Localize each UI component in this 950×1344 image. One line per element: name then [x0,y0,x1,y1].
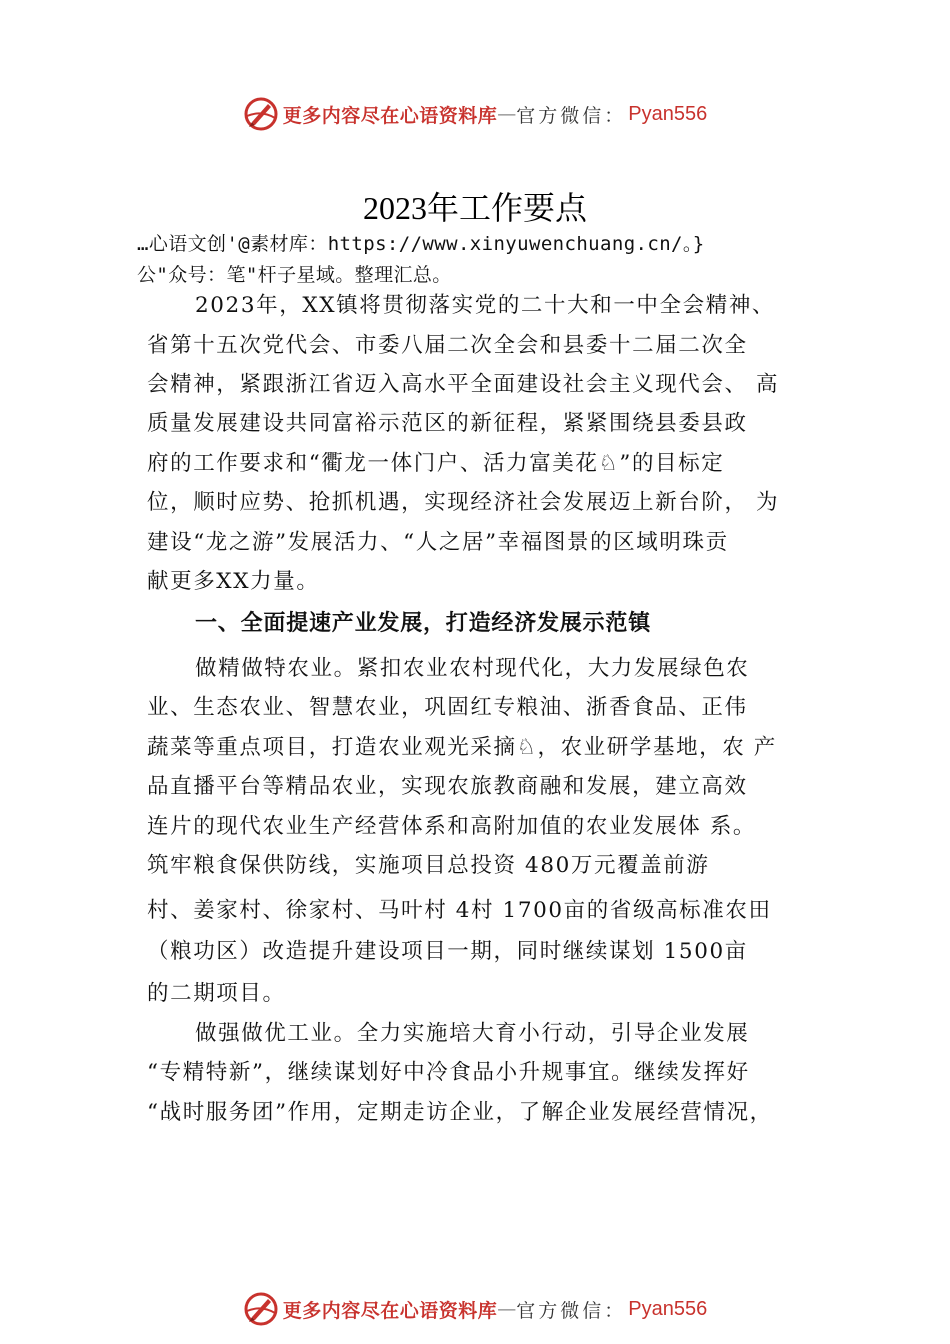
source-note-line: …心语文创'@素材库：https://www.xinyuwenchuang.cn/。} [137,233,705,255]
paragraph-line: 会精神，紧跟浙江省迈入高水平全面建设社会主义现代会、 高 [147,372,780,397]
paragraph-line: 做强做优工业。全力实施培大育小行动，引导企业发展 [195,1021,750,1046]
paragraph-line: “战时服务团”作用，定期走访企业，了解企业发展经营情况， [147,1100,773,1125]
source-note-line: 公"众号：笔"杆子星域。整理汇总。 [137,264,452,286]
paragraph-line: 质量发展建设共同富裕示范区的新征程，紧紧围绕县委县政 [147,411,748,436]
paragraph-line: 品直播平台等精品农业，实现农旅教商融和发展，建立高效 [147,774,748,799]
banner-dash: — [497,103,517,125]
paragraph-line: 蔬菜等重点项目，打造农业观光采摘♘，农业研学基地，农 产 [147,735,777,760]
footer-watermark-banner [0,1289,950,1329]
paragraph-line: “专精特新”，继续谋划好中冷食品小升规事宜。继续发挥好 [147,1060,750,1085]
banner-official: 官方微信： [516,104,627,127]
quill-logo-icon [243,1291,279,1327]
paragraph-line: 2023年，XX镇将贯彻落实党的二十大和一中全会精神、 [195,293,776,318]
document-title: 2023年工作要点 [362,190,587,226]
paragraph-line: 业、生态农业、智慧农业，巩固红专粮油、浙香食品、正伟 [147,695,748,720]
paragraph-line: 位，顺时应势、抢抓机遇，实现经济社会发展迈上新台阶， 为 [147,490,780,515]
paragraph-line: 的二期项目。 [147,981,286,1006]
banner-text: 更多内容尽在心语资料库 [282,1299,498,1322]
banner-text: 更多内容尽在心语资料库 [282,104,498,127]
banner-dash: — [497,1298,517,1320]
quill-logo-icon [243,96,279,132]
banner-wechat-id: Pyan556 [628,1297,708,1320]
section-heading: 一、全面提速产业发展，打造经济发展示范镇 [195,611,652,636]
paragraph-line: 省第十五次党代会、市委八届二次全会和县委十二届二次全 [147,333,748,358]
paragraph-line: 村、姜家村、徐家村、马叶村 4村 1700亩的省级高标准农田 [147,898,772,923]
paragraph-line: 献更多XX力量。 [147,569,320,594]
paragraph-line: 府的工作要求和“衢龙一体门户、活力富美花♘”的目标定 [147,451,725,476]
banner-official: 官方微信： [516,1299,627,1322]
header-watermark-banner [0,94,950,134]
banner-wechat-id: Pyan556 [628,102,708,125]
paragraph-line: （粮功区）改造提升建设项目一期，同时继续谋划 1500亩 [147,939,748,964]
paragraph-line: 建设“龙之游”发展活力、“人之居”幸福图景的区域明珠贡 [147,530,729,555]
paragraph-line: 筑牢粮食保供防线，实施项目总投资 480万元覆盖前游 [147,853,710,878]
paragraph-line: 连片的现代农业生产经营体系和高附加值的农业发展体 系。 [147,814,757,839]
paragraph-line: 做精做特农业。紧扣农业农村现代化，大力发展绿色农 [195,656,750,681]
